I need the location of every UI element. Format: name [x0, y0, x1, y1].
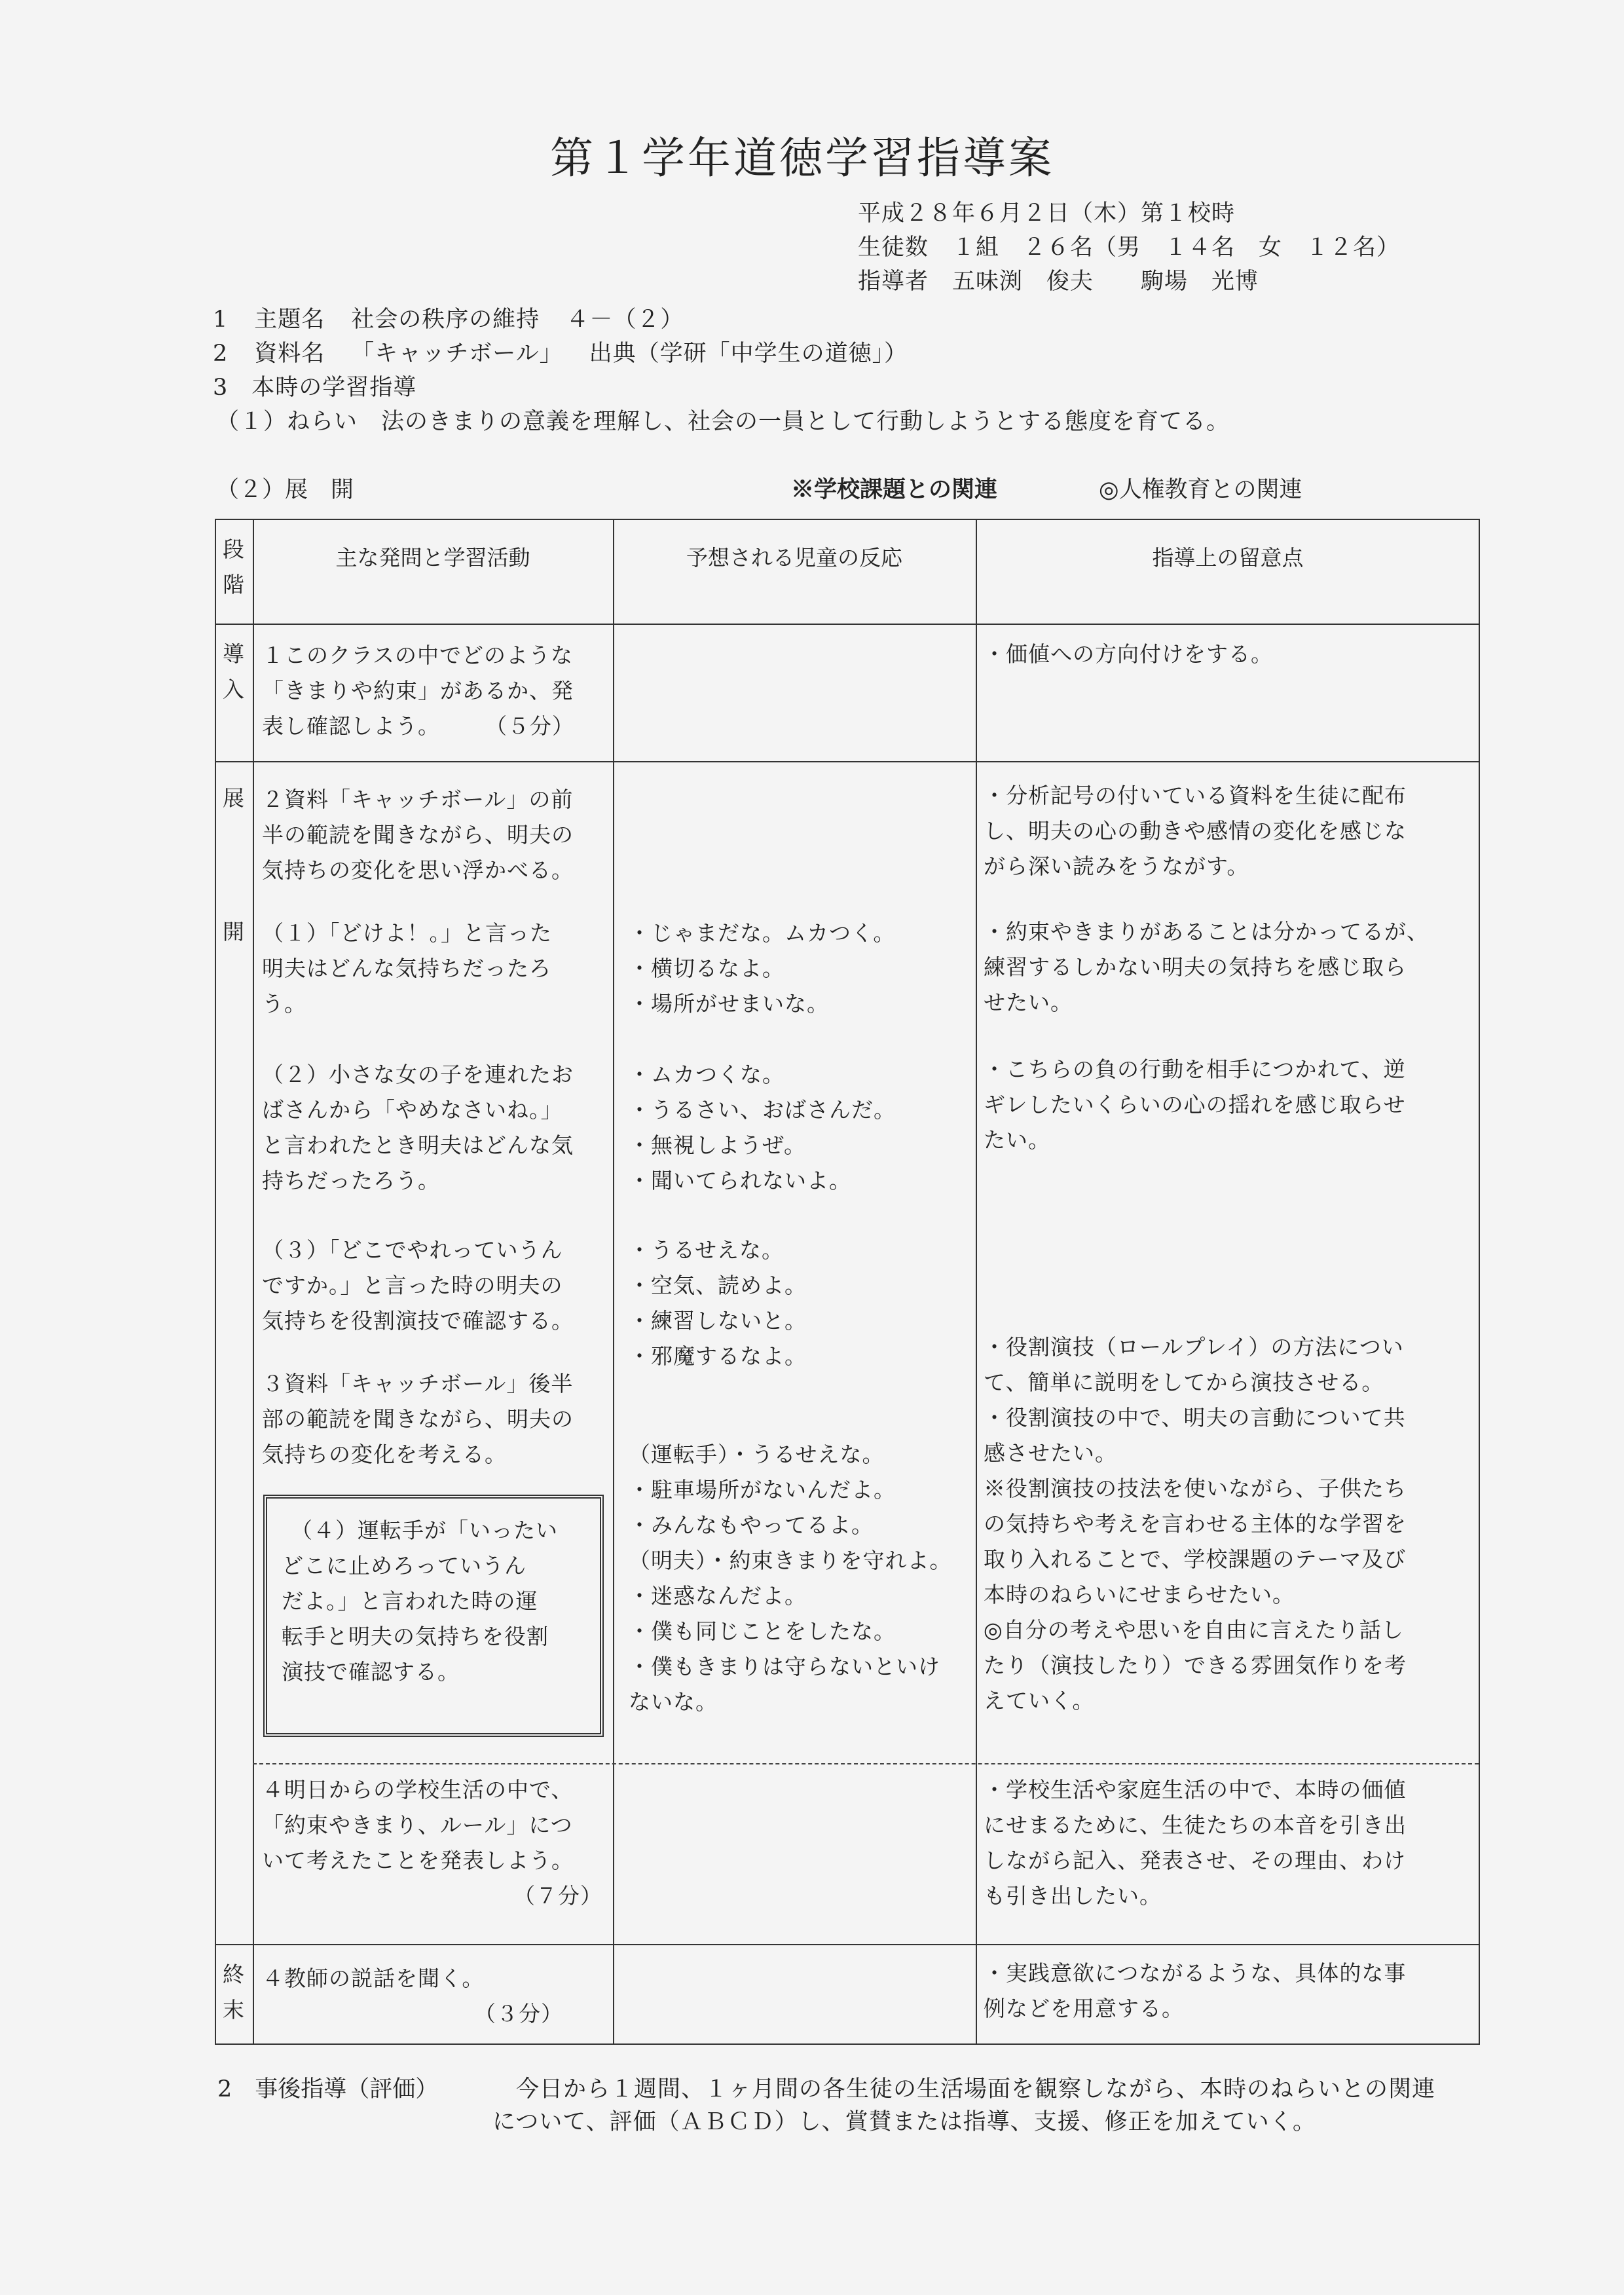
header-reaction: 予想される児童の反応 — [686, 545, 902, 570]
note-4: ・こちらの負の行動を相手につかれて、逆 ギレしたいくらいの心の揺れを感じ取らせ たい。 — [984, 1056, 1406, 1153]
theme-label: 主題名 — [254, 307, 325, 333]
followup-label: 2 事後指導（評価） — [217, 2076, 439, 2102]
material-source: 出典（学研「中学生の道徳」） — [589, 341, 908, 367]
material-value: 「キャッチボール」 — [351, 341, 563, 367]
note-2: ・分析記号の付いている資料を生徒に配布 し、明夫の心の動きや感情の変化を感じな がら深い読みをうながす。 — [984, 783, 1407, 879]
row-divider — [216, 761, 1479, 762]
note-6: ・学校生活や家庭生活の中で、本時の価値 にせまるために、生徒たちの本音を引き出 しながら記入、発表させ、その理由、わけ も引き出したい。 — [984, 1777, 1407, 1909]
reaction-2: ・ムカつくな。 ・うるさい、おばさんだ。 ・無視しようぜ。 ・聞いてられないよ。 — [629, 1062, 896, 1193]
guidance-heading: 3 本時の学習指導 — [213, 375, 417, 401]
lesson-table — [215, 519, 1480, 2045]
teacher-names: 指導者 五味渕 俊夫 駒場 光博 — [858, 269, 1259, 295]
column-divider — [613, 520, 614, 2043]
note-3: ・約束やきまりがあることは分かってるが、 練習するしかない明夫の気持ちを感じ取ら せたい。 — [984, 919, 1429, 1015]
question-3: （３）「どこでやれっていうん ですか。」と言った時の明夫の 気持ちを役割演技で確認する。 — [262, 1237, 574, 1334]
development-heading: （２）展 開 — [216, 477, 354, 503]
theme-code: ４－（２） — [566, 307, 684, 333]
question-1: （１）「どけよ！。」と言った 明夫はどんな気持ちだったろ う。 — [262, 920, 552, 1017]
human-rights-legend: ◎人権教育との関連 — [1099, 477, 1302, 503]
stage-intro: 導 入 — [223, 641, 244, 702]
dashed-divider — [253, 1763, 1479, 1764]
theme-num: 1 — [213, 307, 229, 333]
header-stage: 段 階 — [223, 536, 244, 597]
material-num: 2 — [213, 341, 229, 367]
activity-5: ４教師の説話を聞く。 （３分） — [262, 1966, 563, 2026]
column-divider — [253, 520, 254, 2043]
theme-line — [213, 301, 710, 334]
stage-development: 展 開 — [223, 785, 244, 944]
note-7: ・実践意欲につながるような、具体的な事 例などを用意する。 — [984, 1960, 1407, 2021]
aim-line: （１）ねらい 法のきまりの意義を理解し、社会の一員として行動しようとする態度を育てる。 — [216, 409, 1230, 435]
theme-value: 社会の秩序の維持 — [351, 307, 540, 333]
lesson-date: 平成２８年６月２日（木）第１校時 — [858, 200, 1236, 227]
reaction-4: （運転手）・うるせえな。 ・駐車場所がないんだよ。 ・みんなもやってるよ。 （明夫）・約束きまりを守れよ。 ・迷惑なんだよ。 ・僕も同じことをしたな。 ・僕もきまりは守らないといけ ないな。 — [629, 1442, 952, 1715]
material-label: 資料名 — [254, 341, 325, 367]
page-title: 第１学年道徳学習指導案 — [550, 133, 1054, 183]
note-1: ・価値への方向付けをする。 — [984, 641, 1273, 667]
activity-1: １このクラスの中でどのような 「きまりや約束」があるか、発 表し確認しよう。 （５分） — [262, 643, 574, 739]
note-5: ・役割演技（ロールプレイ）の方法につい て、簡単に説明をしてから演技させる。 ・役割演技の中で、明夫の言動について共 感させたい。 ※役割演技の技法を使いながら、子供たち の気持ちや考えを言わせる主体的な学習を 取り入れることで、学校課題のテーマ及び 本時のねらいにせまらせたい。 ◎自分の考えや思いを自由に言えたり話し たり（演技したり）できる雰囲気作りを考 えていく。 — [984, 1334, 1407, 1713]
stage-end: 終 末 — [223, 1962, 244, 2023]
column-divider — [976, 520, 977, 2043]
followup-text-2: について、評価（ＡＢＣＤ）し、賞賛または指導、支援、修正を加えていく。 — [492, 2109, 1316, 2135]
question-2: （２）小さな女の子を連れたお ばさんから「やめなさいね。」 と言われたとき明夫はどんな気 持ちだったろう。 — [262, 1062, 574, 1193]
row-divider — [216, 624, 1479, 625]
school-theme-legend: ※学校課題との関連 — [791, 476, 998, 503]
activity-4: ４明日からの学校生活の中で、 「約束やきまり、ルール」につ いて考えたことを発表しよう。 （７分） — [262, 1777, 602, 1909]
question-4-box — [263, 1495, 604, 1737]
reaction-3: ・うるせえな。 ・空気、読めよ。 ・練習しないと。 ・邪魔するなよ。 — [629, 1237, 807, 1369]
activity-3: ３資料「キャッチボール」後半 部の範読を聞きながら、明夫の 気持ちの変化を考える。 — [262, 1371, 574, 1467]
student-count: 生徒数 １組 ２６名（男 １４名 女 １２名） — [858, 234, 1401, 261]
header-activity: 主な発問と学習活動 — [335, 545, 530, 570]
reaction-1: ・じゃまだな。ムカつく。 ・横切るなよ。 ・場所がせまいな。 — [629, 920, 896, 1017]
followup-text-1: 今日から１週間、１ヶ月間の各生徒の生活場面を観察しながら、本時のねらいとの関連 — [516, 2076, 1436, 2102]
activity-2: ２資料「キャッチボール」の前 半の範読を聞きながら、明夫の 気持ちの変化を思い浮かべる。 — [262, 787, 574, 883]
row-divider — [216, 1944, 1479, 1945]
material-line — [213, 335, 934, 368]
question-4: （４）運転手が「いったい どこに止めろっていうん だよ。」と言われた時の運 転手と明夫の気持ちを役割 演技で確認する。 — [282, 1518, 558, 1685]
header-notes: 指導上の留意点 — [1152, 545, 1304, 570]
